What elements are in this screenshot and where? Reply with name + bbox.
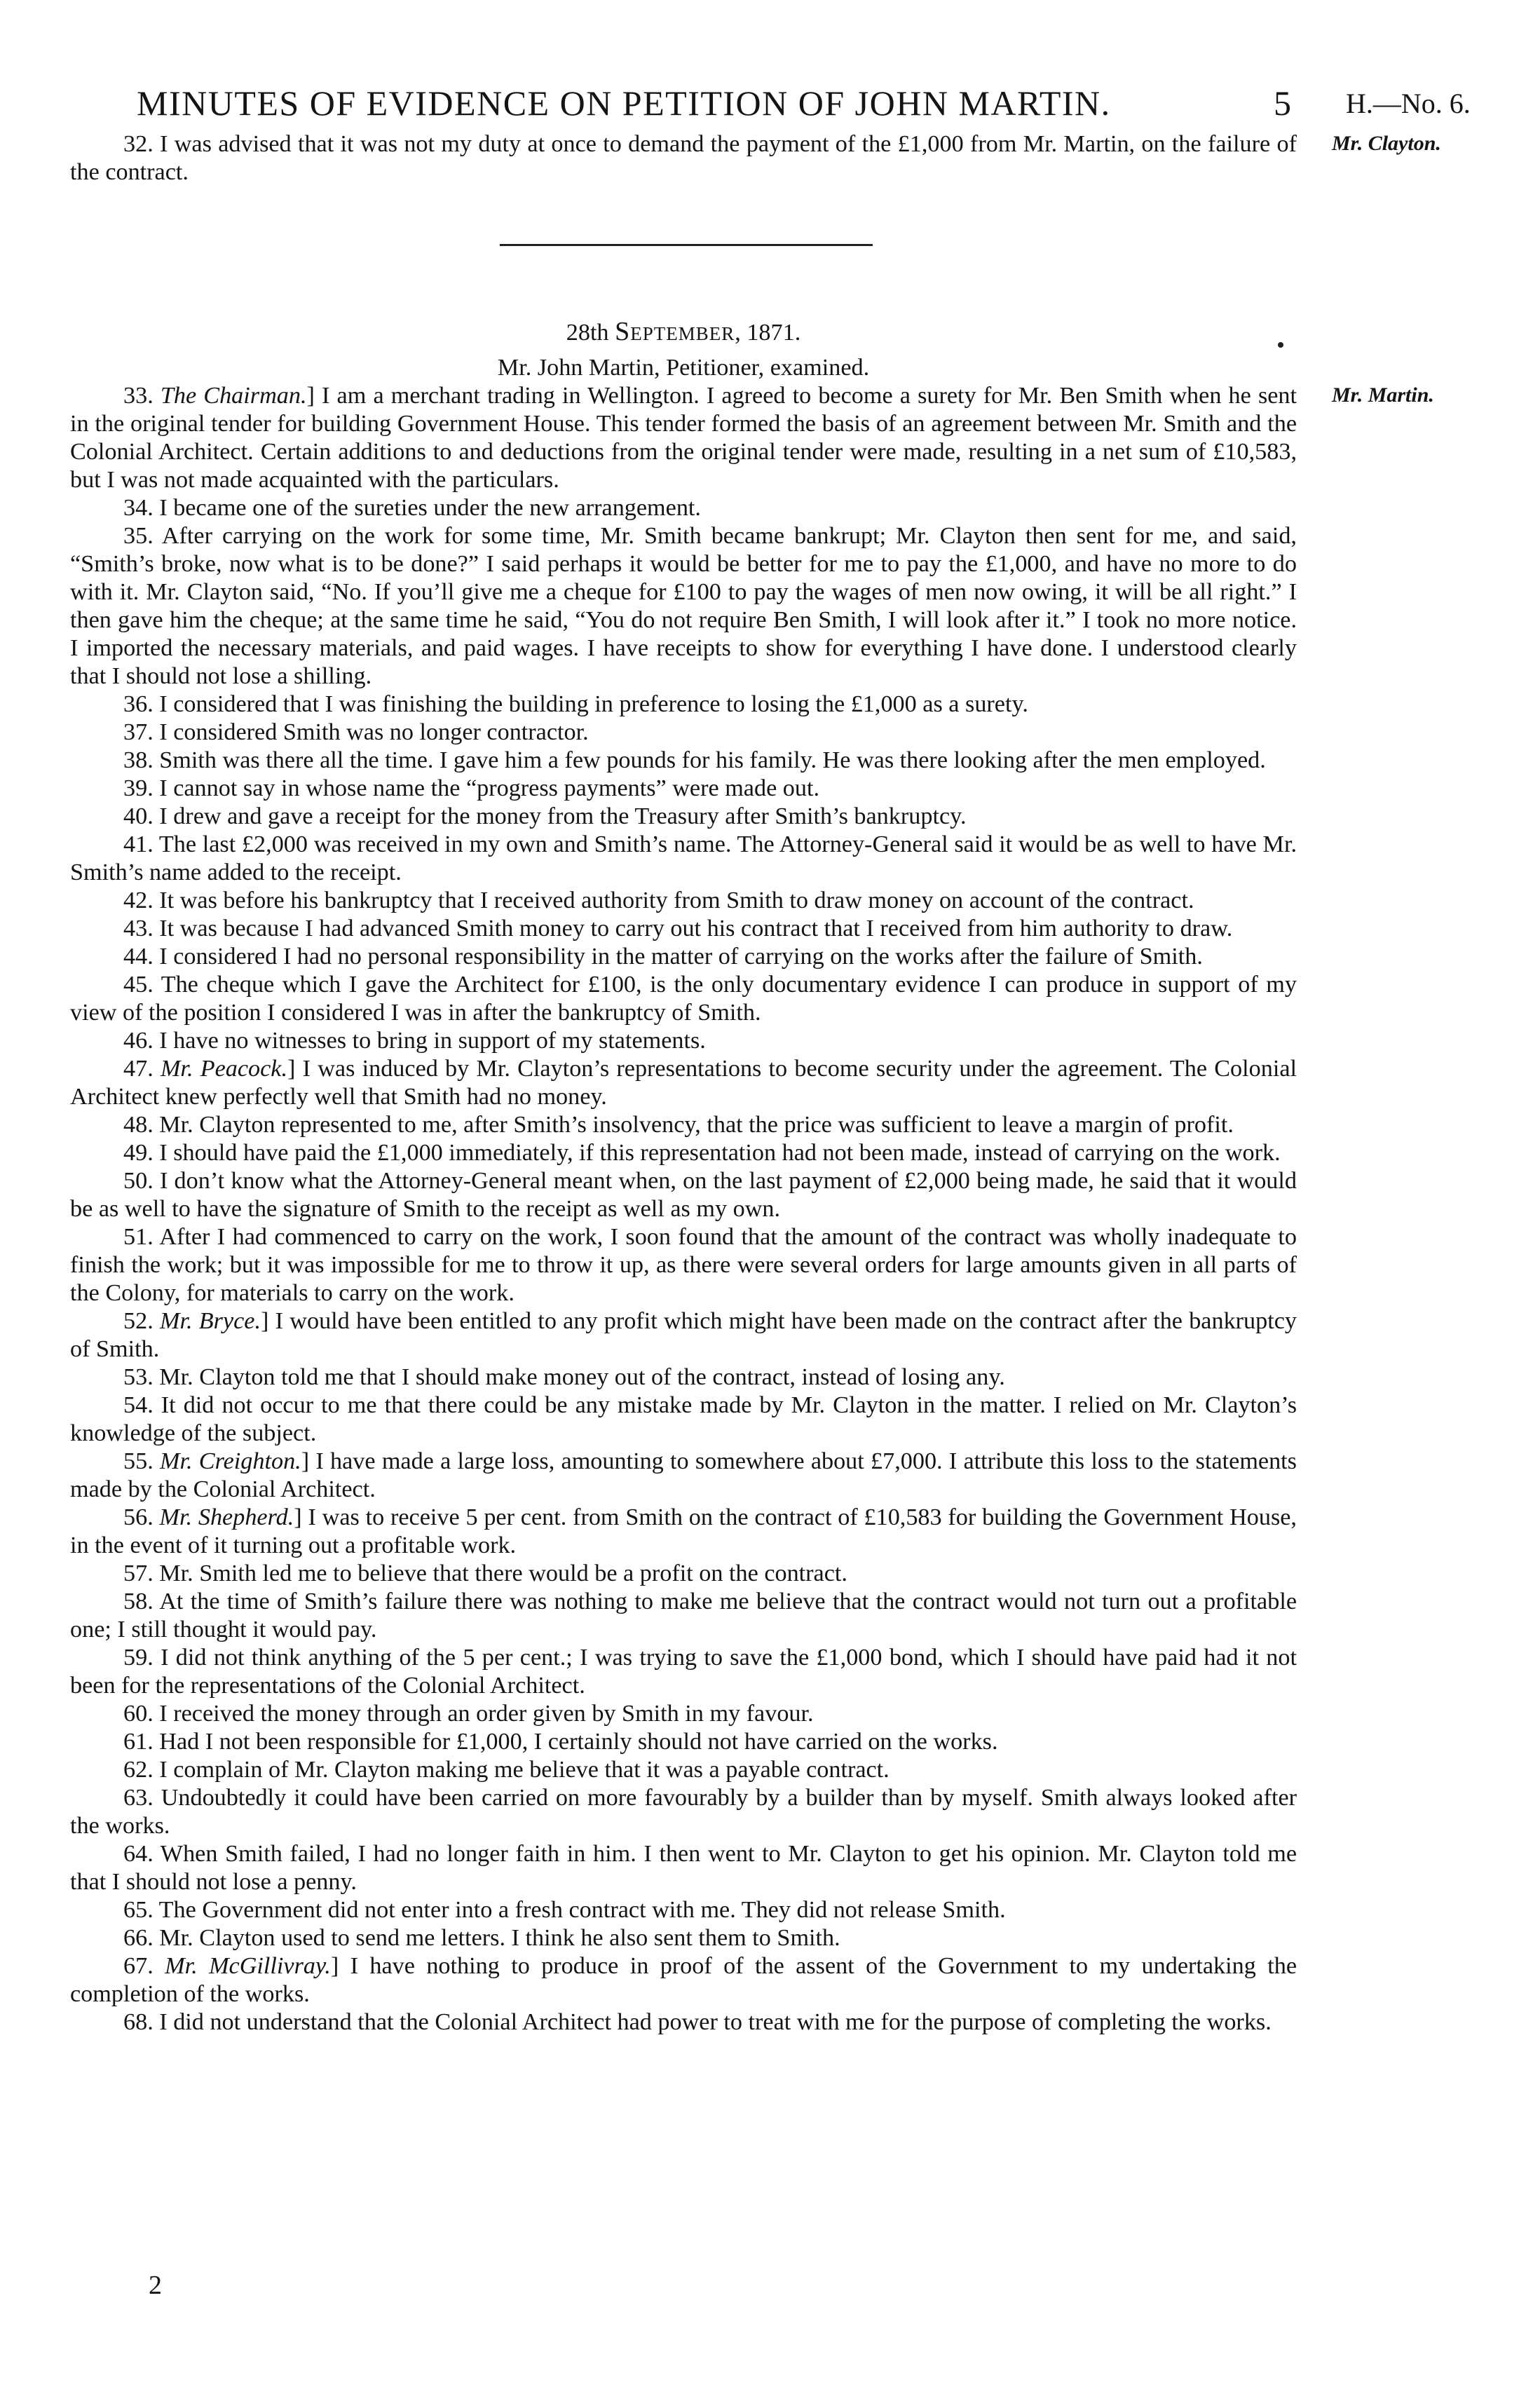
document-page — [70, 67, 1471, 2036]
answer-text: I complain of Mr. Clayton making me believe that it was a payable contract. — [159, 1757, 890, 1783]
answer-text: The last £2,000 was received in my own and Smith’s name. The Attorney-General said it would be as well to have Mr. Smith’s name added to the receipt. — [70, 831, 1297, 885]
question-number: 52. — [123, 1308, 160, 1334]
question-number: 55. — [123, 1448, 160, 1474]
question-number: 63. — [123, 1785, 161, 1811]
date-day: 28th — [566, 320, 609, 346]
examiner-name: Mr. Shepherd. — [159, 1504, 294, 1530]
answer-text: The Government did not enter into a fresh contract with me. They did not release Smith. — [158, 1897, 1006, 1923]
evidence-paragraph — [70, 1840, 1297, 1896]
answer-text: I became one of the sureties under the new arrangement. — [159, 495, 701, 521]
question-number: 53. — [123, 1364, 160, 1390]
evidence-paragraph — [70, 1560, 1297, 1588]
evidence-paragraph — [70, 1027, 1297, 1055]
evidence-paragraph — [70, 1223, 1297, 1307]
question-number: 42. — [123, 887, 160, 913]
question-number: 38. — [123, 747, 160, 773]
evidence-paragraph — [70, 1756, 1297, 1784]
evidence-paragraph — [70, 1924, 1297, 1952]
evidence-paragraph — [70, 915, 1297, 943]
evidence-paragraphs — [70, 382, 1297, 2036]
question-number: 39. — [123, 775, 160, 801]
answer-text: ] I was to receive 5 per cent. from Smith on the contract of £10,583 for building the Government House, in the event of it turning out a profitable work. — [70, 1504, 1297, 1558]
question-number: 66. — [123, 1925, 160, 1951]
evidence-paragraph — [70, 1363, 1297, 1392]
answer-text: I considered that I was finishing the building in preference to losing the £1,000 as a surety. — [159, 691, 1028, 717]
question-32-paragraph: 32. I was advised that it was not my duty at once to demand the payment of the £1,000 from Mr. Martin, on the failure of the contract. — [70, 131, 1297, 185]
question-number: 59. — [123, 1645, 161, 1671]
evidence-paragraph — [70, 1644, 1297, 1700]
examiner-name: Mr. Bryce. — [159, 1308, 261, 1334]
date-year: , 1871. — [735, 320, 801, 346]
answer-text: Mr. Smith led me to believe that there would be a profit on the contract. — [159, 1560, 847, 1586]
question-number: 65. — [123, 1897, 159, 1923]
question-number: 61. — [123, 1729, 160, 1755]
answer-text: ] I have nothing to produce in proof of the assent of the Government to my undertaking the completion of the works. — [70, 1953, 1297, 2007]
answer-text: I considered Smith was no longer contractor. — [159, 719, 589, 745]
question-number: 54. — [123, 1392, 161, 1418]
question-number: 41. — [123, 831, 159, 857]
question-number: 51. — [123, 1224, 160, 1250]
question-number: 47. — [123, 1056, 161, 1082]
question-number: 67. — [123, 1953, 165, 1979]
evidence-paragraph — [70, 382, 1297, 494]
answer-text: ] I have made a large loss, amounting to somewhere about £7,000. I attribute this loss to the statements made by the Colonial Architect. — [70, 1448, 1297, 1502]
evidence-paragraph — [70, 1952, 1297, 2008]
question-number: 36. — [123, 691, 160, 717]
evidence-paragraph — [70, 1307, 1297, 1363]
evidence-paragraph — [70, 1728, 1297, 1756]
session-date — [70, 318, 1297, 347]
evidence-paragraph — [70, 2008, 1297, 2036]
evidence-body — [70, 382, 1434, 2036]
answer-text: I cannot say in whose name the “progress payments” were made out. — [159, 775, 820, 801]
question-number: 64. — [123, 1841, 161, 1867]
answer-text: It did not occur to me that there could be any mistake made by Mr. Clayton in the matter. I relied on Mr. Clayton’s knowledge of the subject. — [70, 1392, 1297, 1446]
evidence-paragraph — [70, 831, 1297, 887]
answer-text: Mr. Clayton used to send me letters. I think he also sent them to Smith. — [159, 1925, 840, 1951]
evidence-paragraph — [70, 1588, 1297, 1644]
answer-text: I should have paid the £1,000 immediately, if this representation had not been made, instead of carrying on the work. — [159, 1140, 1281, 1166]
evidence-paragraph — [70, 1448, 1297, 1504]
answer-text: When Smith failed, I had no longer faith in him. I then went to Mr. Clayton to get his opinion. Mr. Clayton told me that I should not lose a penny. — [70, 1841, 1297, 1895]
evidence-paragraph — [70, 1784, 1297, 1840]
evidence-paragraph — [70, 943, 1297, 971]
answer-text: Mr. Clayton told me that I should make money out of the contract, instead of losing any. — [159, 1364, 1005, 1390]
evidence-paragraph — [70, 1392, 1297, 1448]
evidence-paragraph — [70, 1055, 1297, 1111]
date-month: September — [615, 317, 735, 346]
answer-text: ] I am a merchant trading in Wellington. I agreed to become a surety for Mr. Ben Smith when he sent in the original tender for building Government House. This tender formed the basis of an agreement between Mr. Smith and the Colonial Architect. Certain additions to and deductions from the original tender were made, resulting in a net sum of £10,583, but I was not made acquainted with the particulars. — [70, 383, 1297, 493]
question-number: 50. — [123, 1168, 160, 1194]
answer-text: Mr. Clayton represented to me, after Smith’s insolvency, that the price was sufficient to leave a margin of profit. — [159, 1112, 1234, 1138]
answer-text: I received the money through an order given by Smith in my favour. — [159, 1701, 814, 1727]
stray-dot — [1278, 342, 1283, 348]
answer-text: I have no witnesses to bring in support of my statements. — [159, 1028, 706, 1054]
question-number: 58. — [123, 1589, 160, 1614]
witness-heading: Mr. John Martin, Petitioner, examined. — [497, 355, 870, 381]
answer-text: ] I was induced by Mr. Clayton’s representations to become security under the agreement. The Colonial Architect knew perfectly well that Smith had no money. — [70, 1056, 1297, 1110]
answer-text: I considered I had no personal responsibility in the matter of carrying on the works after the failure of Smith. — [159, 944, 1203, 970]
question-number: 62. — [123, 1757, 160, 1783]
answer-text: The cheque which I gave the Architect for £100, is the only documentary evidence I can produce in support of my view of the position I considered I was in after the bankruptcy of Smith. — [70, 972, 1297, 1026]
margin-note-martin: Mr. Martin. — [1332, 383, 1434, 407]
question-number: 56. — [123, 1504, 160, 1530]
answer-text: At the time of Smith’s failure there was nothing to make me believe that the contract would not turn out a profitable one; I still thought it would pay. — [70, 1589, 1297, 1642]
page-header — [70, 67, 1471, 130]
question-number: 43. — [123, 916, 160, 941]
section-divider — [500, 244, 873, 246]
evidence-paragraph — [70, 719, 1297, 747]
question-number: 35. — [123, 523, 162, 549]
examiner-name: Mr. McGillivray. — [165, 1953, 331, 1979]
question-number: 37. — [123, 719, 160, 745]
answer-text: I don’t know what the Attorney-General meant when, on the last payment of £2,000 being made, he said that it would be as well to have the signature of Smith to the receipt as well as my own. — [70, 1168, 1297, 1222]
answer-text: After carrying on the work for some time, Mr. Smith became bankrupt; Mr. Clayton then sent for me, and said, “Smith’s broke, now what is to be done?” I said perhaps it would be better for me to pay the £1,000, and have no more to do with it. Mr. Clayton said, “No. If you’ll give me a cheque for £100 to pay the wages of men now owing, it will be all right.” I then gave him the cheque; at the same time he said, “You do not require Ben Smith, I will look after it.” I took no more notice. I imported the necessary materials, and paid wages. I have receipts to show for everything I have done. I understood clearly that I should not lose a shilling. — [70, 523, 1297, 689]
evidence-paragraph — [70, 1896, 1297, 1924]
question-number: 48. — [123, 1112, 160, 1138]
examiner-name: Mr. Peacock. — [160, 1056, 288, 1082]
evidence-paragraph — [70, 691, 1297, 719]
page-number: 5 — [1274, 83, 1291, 123]
question-number: 60. — [123, 1701, 160, 1727]
document-title: MINUTES OF EVIDENCE ON PETITION OF JOHN MARTIN. — [137, 83, 1111, 123]
examiner-name: The Chairman. — [160, 383, 307, 409]
evidence-paragraph — [70, 887, 1297, 915]
signature-mark: 2 — [149, 2271, 162, 2300]
examiner-name: Mr. Creighton. — [160, 1448, 301, 1474]
paper-reference: H.—No. 6. — [1346, 88, 1471, 119]
evidence-paragraph — [70, 1111, 1297, 1139]
question-number: 33. — [123, 383, 161, 409]
question-number: 40. — [123, 803, 160, 829]
question-number: 44. — [123, 944, 160, 970]
question-number: 45. — [123, 972, 161, 998]
answer-text: Undoubtedly it could have been carried on more favourably by a builder than by myself. Smith always looked after the works. — [70, 1785, 1297, 1839]
evidence-paragraph — [70, 1504, 1297, 1560]
question-number: 57. — [123, 1560, 160, 1586]
question-number: 49. — [123, 1140, 160, 1166]
answer-text: I drew and gave a receipt for the money from the Treasury after Smith’s bankruptcy. — [159, 803, 967, 829]
answer-text: It was before his bankruptcy that I received authority from Smith to draw money on account of the contract. — [159, 887, 1194, 913]
question-number: 68. — [123, 2009, 160, 2035]
margin-note-clayton: Mr. Clayton. — [1332, 132, 1441, 155]
answer-text: I did not understand that the Colonial Architect had power to treat with me for the purpose of completing the works. — [159, 2009, 1272, 2035]
question-number: 34. — [123, 495, 160, 521]
answer-text: Smith was there all the time. I gave him a few pounds for his family. He was there looking after the men employed. — [159, 747, 1266, 773]
evidence-paragraph — [70, 971, 1297, 1027]
answer-text: Had I not been responsible for £1,000, I certainly should not have carried on the works. — [159, 1729, 998, 1755]
evidence-paragraph — [70, 494, 1297, 522]
evidence-paragraph — [70, 775, 1297, 803]
answer-text: It was because I had advanced Smith money to carry out his contract that I received from him authority to draw. — [159, 916, 1233, 941]
question-number: 46. — [123, 1028, 160, 1054]
answer-text: After I had commenced to carry on the work, I soon found that the amount of the contract was wholly inadequate to finish the work; but it was impossible for me to throw it up, as there were several orders for large amounts given in all parts of the Colony, for materials to carry on the work. — [70, 1224, 1297, 1306]
evidence-paragraph — [70, 1700, 1297, 1728]
evidence-paragraph — [70, 803, 1297, 831]
answer-text: ] I would have been entitled to any profit which might have been made on the contract after the bankruptcy of Smith. — [70, 1308, 1297, 1362]
evidence-paragraph — [70, 522, 1297, 691]
evidence-paragraph — [70, 1167, 1297, 1223]
evidence-paragraph — [70, 1139, 1297, 1167]
answer-text: I did not think anything of the 5 per cent.; I was trying to save the £1,000 bond, which I should have paid had it not been for the representations of the Colonial Architect. — [70, 1645, 1297, 1699]
evidence-paragraph — [70, 747, 1297, 775]
